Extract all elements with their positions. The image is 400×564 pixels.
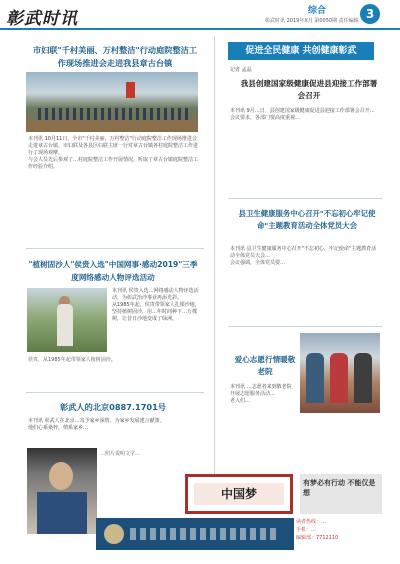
article3-paragraph: 本刊讯 彰武人在北京…寄予家乡深情，为家乡发展建言献策。 xyxy=(28,418,165,424)
article2-headline: "植树固沙人"侯贵入选"中国网事·感动2019"三季度网络感动人物评选活动 xyxy=(28,260,198,282)
phone-line: 手机：… xyxy=(296,527,317,533)
portrait-face-shape xyxy=(49,462,73,490)
volunteer-figure xyxy=(330,353,348,403)
volunteer-figure xyxy=(354,353,372,403)
slogan-text: 有梦必有行动 不能仅是想 xyxy=(303,479,376,497)
article4-paragraph: 本刊讯 9月…日，县创建国家级健康促进县迎接工作部署会召开… xyxy=(230,108,375,114)
article2-photo-caption: 侯贵，从1985年起带领家人植树固沙。 xyxy=(28,357,116,363)
article6-headline: 爱心志愿行情暖敬老院 xyxy=(234,355,296,376)
paper-name: 彰武时讯 xyxy=(6,9,78,29)
article1-body xyxy=(28,136,198,171)
article5-body xyxy=(230,246,380,267)
article4-headline: 我县创建国家级健康促进县迎接工作部署会召开 xyxy=(240,79,378,100)
article1-paragraph: 与会人员先后参观了…村庭院整洁工作开展情况，听取了章古台镇庭院整洁工作经验介绍。 xyxy=(28,157,199,170)
page-number-badge: 3 xyxy=(360,4,380,24)
article1-headline: 市妇联"千村美丽、万村整洁"行动庭院整洁工作现场推进会走进我县章古台镇 xyxy=(32,45,198,68)
section-divider xyxy=(228,326,382,327)
byline: 记者 孟晶 xyxy=(230,67,252,73)
phone-line: 编辑部：7712110 xyxy=(296,535,339,541)
article6-paragraph: 本刊讯 …志愿者来到敬老院开展志愿服务活动… xyxy=(230,384,292,397)
person-body-shape xyxy=(57,304,73,346)
section-divider xyxy=(26,392,204,393)
phone-line: 读者热线：… xyxy=(296,519,327,525)
seal-icon xyxy=(104,524,124,544)
section-divider xyxy=(228,198,382,199)
portrait-shirt-shape xyxy=(37,492,87,534)
article1-paragraph: 本刊讯 10月11日，全市"千村美丽、万村整洁"行动庭院整洁工作现场推进会走进章古台镇。市妇联及各县区妇联主席一行对章古台镇各村庭院整洁工作进行了现场观摩。 xyxy=(28,136,199,156)
article3-photo xyxy=(27,448,97,534)
flag-shape xyxy=(126,82,135,98)
article2-paragraph: 从1985年起，侯贵带领家人扎根沙地，坚持植树固沙，用…年时间种下…万棵树，让昔日沙地变成了绿洲。 xyxy=(112,302,200,322)
article5-headline: 县卫生健康服务中心召开"不忘初心牢记使命"主题教育活动全体党员大会 xyxy=(238,209,376,230)
article3-paragraph: 他们心系桑梓，情系家乡… xyxy=(28,425,89,431)
article5-paragraph: 会议强调，全体党员要… xyxy=(230,260,286,266)
article2-paragraph: 本刊讯 侯贵入选…网络感动人物评选活动，为彰武治沙事业再添光彩。 xyxy=(112,288,199,301)
calligraphy-ad xyxy=(96,518,294,550)
article3-photo-caption: …照片说明文字… xyxy=(100,451,141,457)
article6-paragraph: 老人们… xyxy=(230,398,251,404)
article2-photo xyxy=(27,288,107,352)
dream-text: 中国梦 xyxy=(194,483,284,505)
article5-paragraph: 本刊讯 县卫生健康服务中心召开"不忘初心、牢记使命"主题教育活动全体党员大会… xyxy=(230,246,377,259)
health-banner: 促进全民健康 共创健康彰武 xyxy=(228,42,374,60)
article3-headline: 彰武人的北京0887.1701号 xyxy=(60,402,166,412)
masthead xyxy=(0,0,400,30)
slogan-ad xyxy=(300,474,382,514)
masthead-meta: 彰武时讯 2019年X月 第0050期 责任编辑 xyxy=(265,18,359,24)
crowd-shape xyxy=(38,108,188,120)
contact-ad xyxy=(296,518,384,550)
article3-body xyxy=(28,418,200,432)
article4-paragraph: 会议要求，各部门要高度重视… xyxy=(230,115,301,121)
article2-body xyxy=(112,288,200,323)
calligraphy-strokes xyxy=(130,528,280,540)
volunteer-figure xyxy=(306,353,324,403)
section-label: 综合 xyxy=(308,6,327,16)
chinese-dream-ad xyxy=(185,474,293,514)
section-divider xyxy=(26,248,204,249)
column-divider xyxy=(214,36,215,494)
article6-photo xyxy=(300,333,380,413)
ground-shape xyxy=(26,120,198,132)
article1-photo xyxy=(26,72,198,132)
article6-body xyxy=(230,384,296,405)
article4-body xyxy=(230,108,380,122)
